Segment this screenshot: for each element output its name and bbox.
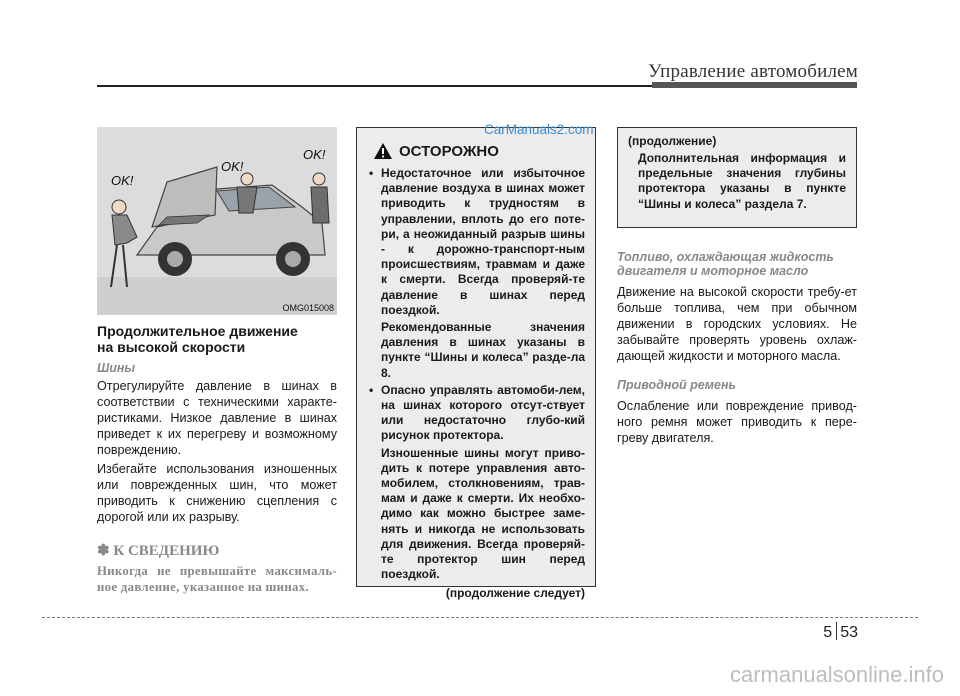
warning-item-2-para-2: Изношенные шины могут приво-дить к потере управления авто-мобилем, столкновениям, трав-мам и даже к смерти. Их необхо-димо как можно быстрее заме-нять и никогда не использовать для движения. Всегда проверяй-те протектор шин перед поездкой. [381,445,585,582]
warning-item-1 [369,166,585,381]
right-column [617,244,857,446]
ok-label-2: OK! [221,159,244,174]
warning-continued-note: (продолжение следует) [445,586,585,601]
bullet-icon: • [369,382,374,397]
section-title-line2: на высокой скорости [97,339,246,355]
site-watermark: CarManuals2.com [484,122,594,137]
note-heading-text: К СВЕДЕНИЮ [113,543,220,559]
page-number [823,622,858,642]
warning-item-2-para-1: Опасно управлять автомоби-лем, на шинах которого отсут-ствует или недостаточно глубо-кий рисунок протектора. [381,382,585,443]
note-body: Никогда не превышайте максималь-ное давление, указанное на шинах. [97,564,337,594]
section-title-line1: Продолжительное движение [97,323,298,339]
ok-label-3: OK! [303,147,326,162]
warning-triangle-icon [373,142,393,160]
warning-item-1-para-1: Недостаточное или избыточное давление воздуха в шинах может приводить к трудностям в управлении, вплоть до его поте-ри, а неожиданный разрыв шины - к дорожно-транспорт-ным происшествиям, травмам и даже к смерти. Всегда проверяй-те давление в шинах перед поездкой. [381,166,585,317]
continued-box [617,127,857,228]
header-rule-tab [652,82,857,88]
note-symbol-icon: ✽ [97,543,110,559]
left-column [97,127,337,595]
warning-title: ОСТОРОЖНО [399,142,499,160]
fuel-subhead: Топливо, охлаждающая жидкость двигателя и моторное масло [617,250,834,278]
note-heading [97,541,337,560]
tires-subhead: Шины [97,361,136,375]
section-number: 5 [823,624,833,641]
continued-text: Дополнительная информация и предельные значения глубины протектора указаны в пункте “Шины и колеса” раздела 7. [638,151,846,211]
tires-paragraph-2: Избегайте использования изношенных или поврежденных шин, что может приводить к снижению сцепления с дорогой или их разрыву. [97,462,337,524]
section-title [97,323,337,355]
footer-watermark: carmanualsonline.info [729,662,944,687]
illustration-code: OMG015008 [282,303,334,313]
fuel-paragraph: Движение на высокой скорости требу-ет больше топлива, чем при обычном движении в городских условиях. Не забывайте проверять уровень охлаж-дающей жидкости и моторного масла. [617,285,857,363]
car-hood-illustration [97,127,337,315]
warning-item-1-para-2: Рекомендованные значения давления в шинах указаны в пункте “Шины и колеса” разде-ла 8. [381,320,585,380]
belt-subhead: Приводной ремень [617,378,736,392]
warning-item-2 [369,383,585,583]
ok-label-1: OK! [111,173,134,188]
bullet-icon: • [369,166,374,180]
page-number-value: 53 [840,624,858,641]
footer-rule [42,617,918,618]
warning-heading [373,142,595,160]
page-separator [836,622,837,640]
belt-paragraph: Ослабление или повреждение привод-ного ремня может приводить к пере-греву двигателя. [617,399,857,445]
continued-heading: (продолжение) [628,134,717,148]
warning-list [369,166,585,582]
page-header-title: Управление автомобилем [648,61,858,82]
warning-box [356,127,596,601]
tires-paragraph-1: Отрегулируйте давление в шинах в соответствии с техническими характе-ристиками. Низкое давление в шинах приведет к их перегреву и возможному повреждению. [97,379,337,457]
